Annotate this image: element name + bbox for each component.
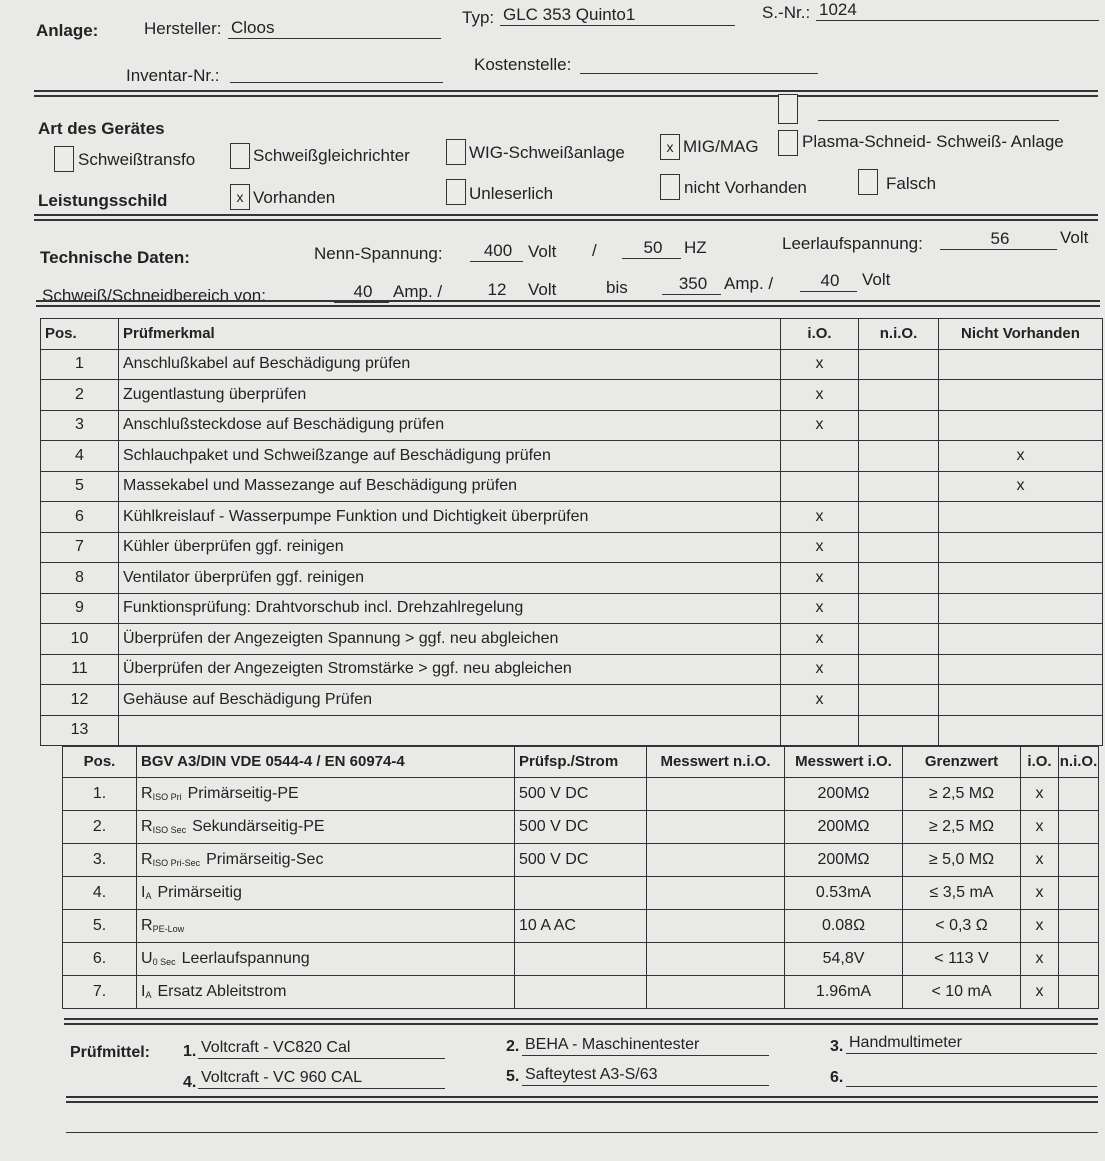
measurement-subscript: PE-Low [152,923,185,934]
row-messwert-nio [647,843,785,876]
measurement-text: Primärseitig-PE [187,784,299,802]
kostenstelle-label: Kostenstelle: [474,55,572,74]
row-nicht-vorhanden-mark: x [939,471,1103,502]
row-pruefmerkmal: Massekabel und Massezange auf Beschädigung prüfen [119,471,781,502]
row-nio-mark [1059,942,1099,975]
frequency-unit: HZ [684,238,707,257]
checkbox-nicht-vorhanden[interactable] [660,174,680,200]
row-nio-mark [1059,876,1099,909]
bis-label: bis [606,278,628,297]
row-io-mark [781,441,859,472]
row-io-mark: x [1021,975,1059,1008]
measurement-subscript: A [145,890,152,901]
row-pruefmerkmal: Ventilator überprüfen ggf. reinigen [119,563,781,594]
volt-unit: Volt [862,270,891,289]
header-pruefspannung: Prüfsp./Strom [515,747,647,778]
bis-volt-value: 40 [800,271,857,292]
row-grenzwert: < 113 V [903,942,1021,975]
row-pos: 1 [41,349,119,380]
row-pos: 7 [41,532,119,563]
table-row [63,876,1099,909]
row-nicht-vorhanden-mark [939,685,1103,716]
von-amp-value: 40 [334,282,389,303]
table-row [63,810,1099,843]
frequency-value: 50 [622,238,681,259]
row-io-mark: x [1021,810,1059,843]
row-pos: 2. [63,810,137,843]
row-nio-mark [859,349,939,380]
measurement-symbol: R [141,817,153,835]
row-io-mark: x [1021,909,1059,942]
row-nio-mark [1059,909,1099,942]
pruefmittel-label: Prüfmittel: [70,1044,150,1061]
row-pruefmerkmal: Überprüfen der Angezeigten Spannung > ggf. neu abgleichen [119,624,781,655]
hersteller-value: Cloos [228,18,441,39]
row-measurement [137,942,515,975]
header-pos: Pos. [63,747,137,778]
row-measurement [137,909,515,942]
row-pruefmerkmal: Zugentlastung überprüfen [119,380,781,411]
table-row [41,563,1103,594]
row-io-mark: x [781,410,859,441]
row-pruefmerkmal: Schlauchpaket und Schweißzange auf Beschädigung prüfen [119,441,781,472]
row-pruefspannung [515,975,647,1008]
row-pos: 13 [41,715,119,746]
pruefmittel-num: 4. [183,1074,197,1091]
label-wig: WIG-Schweißanlage [469,143,625,162]
anlage-label: Anlage: [36,21,99,40]
label-nicht-vorhanden: nicht Vorhanden [684,178,807,197]
hersteller-label: Hersteller: [144,19,222,38]
row-messwert-nio [647,942,785,975]
measurement-subscript: 0 Sec [152,956,176,967]
row-pruefspannung: 500 V DC [515,843,647,876]
pruefmittel-value: BEHA - Maschinentester [522,1035,769,1056]
pruefmittel-value: Voltcraft - VC820 Cal [198,1038,445,1059]
table-row [41,593,1103,624]
row-nio-mark [859,654,939,685]
measurement-text: Leerlaufspannung [181,949,310,967]
row-pruefspannung: 500 V DC [515,777,647,810]
header-messwert-nio: Messwert n.i.O. [647,747,785,778]
row-grenzwert: ≤ 3,5 mA [903,876,1021,909]
row-measurement [137,975,515,1008]
header-messwert-io: Messwert i.O. [785,747,903,778]
header-nio: n.i.O. [859,319,939,350]
checkbox-schweissgleichrichter[interactable] [230,143,250,169]
row-messwert-io: 0.08Ω [785,909,903,942]
row-pos: 11 [41,654,119,685]
header-nicht-vorhanden: Nicht Vorhanden [939,319,1103,350]
volt-unit: Volt [528,280,557,299]
row-nio-mark [859,563,939,594]
divider [66,1096,1098,1103]
row-pruefmerkmal [119,715,781,746]
typ-label: Typ: [462,8,495,27]
row-io-mark: x [1021,777,1059,810]
label-schweissgleichrichter: Schweißgleichrichter [253,146,410,165]
pruefmittel-value: Safteytest A3-S/63 [522,1065,769,1086]
checkbox-vorhanden[interactable]: x [230,184,250,210]
row-nicht-vorhanden-mark [939,654,1103,685]
slash: / [592,241,597,260]
row-pruefmerkmal: Kühlkreislauf - Wasserpumpe Funktion und Dichtigkeit überprüfen [119,502,781,533]
row-measurement [137,777,515,810]
leerlauf-value: 56 [940,229,1057,250]
row-nicht-vorhanden-mark [939,715,1103,746]
table-row [63,975,1099,1008]
table-row [41,624,1103,655]
row-messwert-nio [647,975,785,1008]
bgv-table [62,746,1099,1009]
row-messwert-io: 200MΩ [785,777,903,810]
row-pos: 6 [41,502,119,533]
row-pruefspannung [515,876,647,909]
header-norm: BGV A3/DIN VDE 0544-4 / EN 60974-4 [137,747,515,778]
row-pruefmerkmal: Gehäuse auf Beschädigung Prüfen [119,685,781,716]
pruefmittel-num: 1. [183,1043,197,1060]
table-header-row [41,319,1103,350]
row-grenzwert: ≥ 2,5 MΩ [903,810,1021,843]
geraet-extra-line [818,100,1059,121]
table-row [41,380,1103,411]
pruefmittel-num: 6. [830,1069,844,1086]
table-row [41,441,1103,472]
row-grenzwert: ≥ 2,5 MΩ [903,777,1021,810]
geraet-title: Art des Gerätes [38,119,165,138]
geraet-extra-checkbox[interactable] [778,94,798,124]
header-io: i.O. [1021,747,1059,778]
row-io-mark: x [781,563,859,594]
row-pos: 5 [41,471,119,502]
table-row [63,777,1099,810]
table-row [41,715,1103,746]
row-pos: 10 [41,624,119,655]
table-row [41,349,1103,380]
volt-unit: Volt [1060,228,1089,247]
row-measurement [137,876,515,909]
row-io-mark [781,471,859,502]
row-nio-mark [1059,843,1099,876]
typ-value: GLC 353 Quinto1 [500,5,735,26]
table-row [41,654,1103,685]
pruefmittel-num: 2. [506,1038,520,1055]
measurement-subscript: ISO Pri-Sec [152,857,201,868]
measurement-symbol: R [141,850,153,868]
row-pruefmerkmal: Anschlußsteckdose auf Beschädigung prüfen [119,410,781,441]
checkbox-plasma[interactable] [778,130,798,156]
measurement-symbol: I [141,883,146,901]
volt-unit: Volt [528,242,557,261]
table-row [41,532,1103,563]
row-pruefspannung [515,942,647,975]
measurement-text: Ersatz Ableitstrom [157,982,287,1000]
measurement-text: Primärseitig-Sec [206,850,324,868]
row-messwert-nio [647,777,785,810]
measurement-text: Primärseitig [157,883,242,901]
row-nicht-vorhanden-mark [939,502,1103,533]
pruefmittel-num: 5. [506,1068,520,1085]
table-row [63,909,1099,942]
row-nicht-vorhanden-mark [939,380,1103,411]
leerlauf-label: Leerlaufspannung: [782,234,923,253]
header-io: i.O. [781,319,859,350]
pruefmittel-value: Voltcraft - VC 960 CAL [198,1068,445,1089]
bereich-label: Schweiß/Schneidbereich von: [42,286,266,305]
row-nicht-vorhanden-mark [939,593,1103,624]
measurement-symbol: R [141,916,153,934]
inventar-value [230,62,443,83]
row-pos: 7. [63,975,137,1008]
measurement-subscript: A [145,989,152,1000]
row-io-mark [781,715,859,746]
row-messwert-nio [647,909,785,942]
measurement-subscript: ISO Pri [152,791,182,802]
row-messwert-nio [647,810,785,843]
row-nio-mark [859,441,939,472]
label-vorhanden: Vorhanden [253,188,336,207]
row-messwert-io: 200MΩ [785,843,903,876]
header-pruefmerkmal: Prüfmerkmal [119,319,781,350]
row-nio-mark [859,532,939,563]
row-io-mark: x [781,654,859,685]
table-row [41,471,1103,502]
label-falsch: Falsch [886,174,937,193]
row-pruefmerkmal: Überprüfen der Angezeigten Stromstärke > ggf. neu abgleichen [119,654,781,685]
label-mig-mag: MIG/MAG [683,137,759,156]
row-nio-mark [1059,810,1099,843]
row-pos: 6. [63,942,137,975]
checkbox-falsch[interactable] [858,169,878,195]
pruefmittel-value [846,1066,1097,1087]
row-io-mark: x [781,532,859,563]
row-pos: 12 [41,685,119,716]
table-row [41,502,1103,533]
row-nicht-vorhanden-mark [939,563,1103,594]
row-nio-mark [859,715,939,746]
row-nio-mark [859,471,939,502]
row-io-mark: x [1021,876,1059,909]
row-pos: 5. [63,909,137,942]
table-row [41,410,1103,441]
inventar-label: Inventar-Nr.: [126,66,220,85]
row-io-mark: x [1021,843,1059,876]
row-messwert-io: 1.96mA [785,975,903,1008]
table-row [63,843,1099,876]
kostenstelle-value [580,53,818,74]
row-measurement [137,843,515,876]
row-pruefmerkmal: Anschlußkabel auf Beschädigung prüfen [119,349,781,380]
row-nio-mark [1059,777,1099,810]
row-messwert-nio [647,876,785,909]
row-pos: 4. [63,876,137,909]
header-grenzwert: Grenzwert [903,747,1021,778]
row-io-mark: x [781,624,859,655]
row-pos: 1. [63,777,137,810]
table-header-row [63,747,1099,778]
snr-value: 1024 [816,0,1099,21]
row-pruefspannung: 500 V DC [515,810,647,843]
row-io-mark: x [781,380,859,411]
bis-amp-value: 350 [662,274,721,295]
row-nio-mark [1059,975,1099,1008]
label-plasma: Plasma-Schneid- Schweiß- Anlage [802,132,1064,151]
row-pos: 3. [63,843,137,876]
measurement-symbol: U [141,949,153,967]
leistungsschild-title: Leistungsschild [38,191,168,210]
row-measurement [137,810,515,843]
amp-unit: Amp. / [724,274,774,293]
row-pos: 8 [41,563,119,594]
row-io-mark: x [781,685,859,716]
row-grenzwert: < 10 mA [903,975,1021,1008]
row-pos: 2 [41,380,119,411]
checkbox-schweisstransfo[interactable] [54,146,74,172]
nenn-spannung-label: Nenn-Spannung: [314,244,443,263]
row-nio-mark [859,380,939,411]
checkbox-mig-mag[interactable]: x [660,134,680,160]
row-io-mark: x [781,349,859,380]
technische-daten-title: Technische Daten: [40,248,190,267]
row-pruefspannung: 10 A AC [515,909,647,942]
row-nio-mark [859,593,939,624]
von-volt-value: 12 [466,280,525,301]
table-row [63,942,1099,975]
table-row [41,685,1103,716]
pruef-table [40,318,1103,746]
row-nio-mark [859,624,939,655]
measurement-text: Sekundärseitig-PE [192,817,325,835]
row-nio-mark [859,410,939,441]
divider [34,214,1098,221]
pruefmittel-num: 3. [830,1038,844,1055]
nenn-spannung-value: 400 [470,241,523,262]
row-messwert-io: 54,8V [785,942,903,975]
blank-line [66,1132,1098,1133]
row-pos: 4 [41,441,119,472]
row-grenzwert: < 0,3 Ω [903,909,1021,942]
row-io-mark: x [781,502,859,533]
label-unleserlich: Unleserlich [469,184,554,203]
row-nicht-vorhanden-mark [939,349,1103,380]
measurement-symbol: I [141,982,146,1000]
row-messwert-io: 0.53mA [785,876,903,909]
row-nicht-vorhanden-mark: x [939,441,1103,472]
pruefmittel-value: Handmultimeter [846,1033,1097,1054]
row-io-mark: x [1021,942,1059,975]
row-nicht-vorhanden-mark [939,532,1103,563]
amp-unit: Amp. / [393,282,443,301]
header-pos: Pos. [41,319,119,350]
row-pruefmerkmal: Kühler überprüfen ggf. reinigen [119,532,781,563]
row-pos: 9 [41,593,119,624]
checkbox-unleserlich[interactable] [446,179,466,205]
row-nio-mark [859,502,939,533]
label-schweisstransfo: Schweißtransfo [78,150,196,169]
row-nicht-vorhanden-mark [939,624,1103,655]
row-nicht-vorhanden-mark [939,410,1103,441]
row-grenzwert: ≥ 5,0 MΩ [903,843,1021,876]
snr-label: S.-Nr.: [762,3,811,22]
divider [36,300,1100,307]
checkbox-wig[interactable] [446,139,466,165]
measurement-subscript: ISO Sec [152,824,187,835]
divider [64,1018,1098,1025]
row-messwert-io: 200MΩ [785,810,903,843]
divider [34,90,1098,97]
row-nio-mark [859,685,939,716]
header-nio: n.i.O. [1059,747,1099,778]
row-pos: 3 [41,410,119,441]
measurement-symbol: R [141,784,153,802]
row-io-mark: x [781,593,859,624]
row-pruefmerkmal: Funktionsprüfung: Drahtvorschub incl. Drehzahlregelung [119,593,781,624]
